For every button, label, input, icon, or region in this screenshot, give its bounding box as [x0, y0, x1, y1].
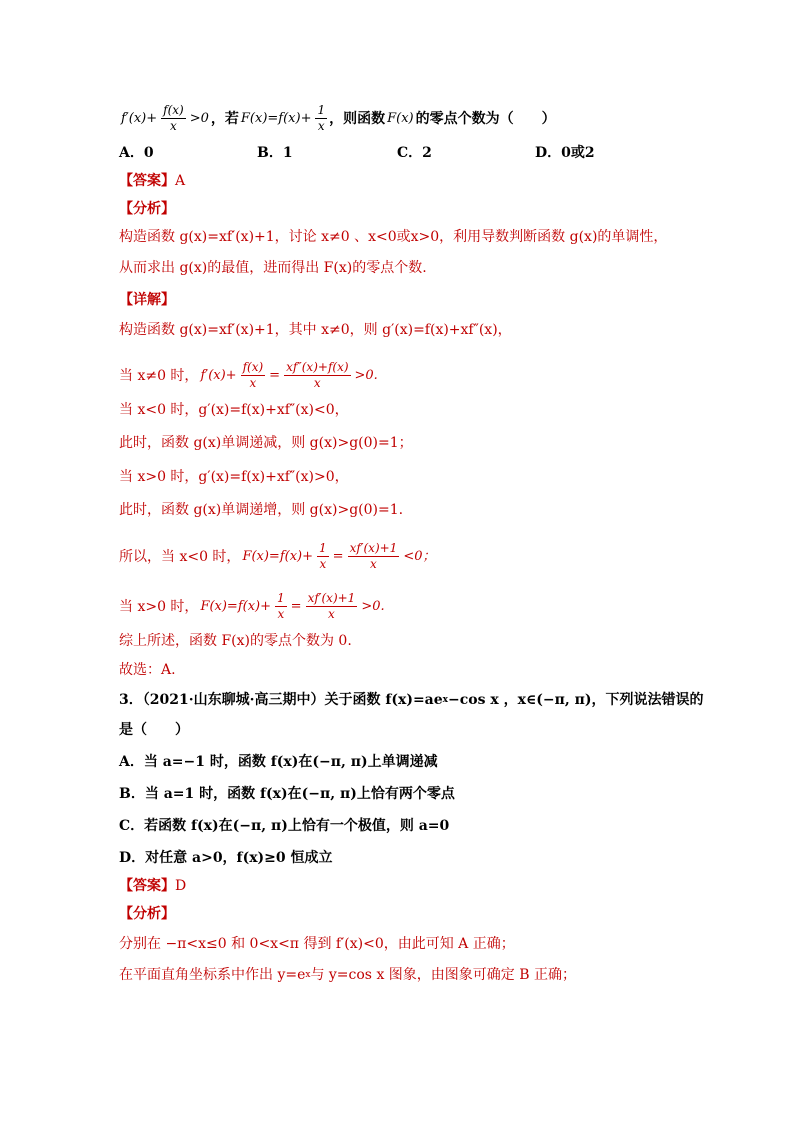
- q2-options: [119, 143, 754, 163]
- q3-option-d[interactable]: D．对任意 a>0，f(x)≥0 恒成立: [119, 850, 333, 866]
- q2-answer: [119, 171, 754, 191]
- analysis-text2: 与 y=cos x 图象，由图象可确定 B 正确；: [310, 967, 576, 983]
- q3-option-b[interactable]: B．当 a=1 时，函数 f(x)在(−π, π)上恰有两个零点: [119, 786, 455, 802]
- q2-detail-line3: 当 x<0 时，g′(x)=f(x)+xf″(x)<0，: [119, 402, 349, 418]
- q3-stem-superscript: x: [442, 695, 449, 705]
- analysis-text: 在平面直角坐标系中作出 y=e: [119, 967, 306, 983]
- detail-fraction2: [284, 360, 350, 391]
- detail-equals: =: [332, 548, 344, 564]
- detail-equals: =: [290, 598, 302, 614]
- detail-post: >0.: [361, 598, 385, 614]
- detail-fraction: [317, 541, 329, 572]
- q2-detail-line1: 构造函数 g(x)=xf′(x)+1，其中 x≠0，则 g′(x)=f(x)+xf″(x)，: [119, 322, 512, 338]
- detail-fraction: [241, 360, 266, 391]
- q2-detail-line8: [119, 591, 754, 622]
- q3-analysis-line1: 分别在 −π<x≤0 和 0<x<π 得到 f′(x)<0，由此可知 A 正确；: [119, 936, 515, 952]
- q3-analysis-line2: [119, 965, 754, 985]
- fraction-denominator: x: [328, 607, 335, 621]
- q2-stem: [119, 103, 754, 134]
- detail-text: 所以，当 x<0 时，: [119, 548, 241, 565]
- answer-tag: 【答案】: [119, 878, 175, 894]
- q2-detail-line5: 当 x>0 时，g′(x)=f(x)+xf″(x)>0，: [119, 469, 349, 485]
- detail-text: 当 x≠0 时，: [119, 367, 199, 384]
- q2-stem-text: ，若: [210, 110, 239, 127]
- q2-analysis-line1: 构造函数 g(x)=xf′(x)+1，讨论 x≠0 、x<0或x>0，利用导数判断函数 g(x)的单调性，: [119, 229, 668, 245]
- q2-stem-text3: 的零点个数为（ ）: [415, 110, 556, 127]
- q2-detail-line4: 此时，函数 g(x)单调递减，则 g(x)>g(0)=1；: [119, 435, 413, 451]
- detail-post: <0；: [403, 548, 436, 564]
- q2-detail-tag: 【详解】: [119, 292, 175, 308]
- q2-stem-math3: F(x): [387, 110, 414, 126]
- q3-stem-line2: 是（ ）: [119, 722, 189, 738]
- q2-detail-line2: [119, 360, 754, 391]
- q3-analysis-tag: 【分析】: [119, 906, 175, 922]
- q2-stem-math2: F(x)=f(x)+: [240, 110, 312, 126]
- fraction-numerator: xf″(x)+f(x): [286, 360, 349, 374]
- q2-detail-line7: [119, 541, 754, 572]
- q3-option-c[interactable]: C．若函数 f(x)在(−π, π)上恰有一个极值，则 a=0: [119, 818, 450, 834]
- detail-post: >0.: [354, 367, 378, 383]
- detail-math: F(x)=f(x)+: [200, 598, 272, 614]
- fraction-denominator: x: [313, 376, 321, 390]
- q2-option-d[interactable]: D．0或2: [535, 145, 595, 161]
- detail-fraction2: [306, 591, 358, 622]
- q2-stem-fraction: [161, 103, 186, 134]
- fraction-denominator: x: [249, 376, 257, 390]
- fraction-denominator: x: [370, 557, 377, 571]
- fraction-denominator: x: [170, 119, 177, 133]
- fraction-numerator: 1: [277, 591, 285, 605]
- q2-option-a[interactable]: A．0: [119, 145, 154, 161]
- detail-fraction2: [348, 541, 400, 572]
- fraction-numerator: xf′(x)+1: [307, 591, 356, 605]
- fraction-numerator: xf′(x)+1: [349, 541, 398, 555]
- fraction-denominator: x: [277, 607, 285, 621]
- q2-stem-fraction2: [315, 103, 327, 134]
- detail-fraction: [275, 591, 287, 622]
- q2-stem-text2: ，则函数: [329, 110, 386, 127]
- q2-detail-line6: 此时，函数 g(x)单调递增，则 g(x)>g(0)=1.: [119, 502, 404, 518]
- q2-analysis-tag: 【分析】: [119, 201, 175, 217]
- q2-detail-line10: 故选：A.: [119, 662, 176, 678]
- q2-stem-math: f′(x)+: [121, 110, 158, 126]
- q3-option-a[interactable]: A．当 a=−1 时，函数 f(x)在(−π, π)上单调递减: [119, 754, 438, 770]
- detail-equals: =: [269, 367, 281, 383]
- q2-option-b[interactable]: B．1: [257, 145, 293, 161]
- q3-stem-text2: −cos x ，x∈(−π, π)，下列说法错误的: [448, 692, 704, 708]
- detail-math: f′(x)+: [200, 367, 237, 383]
- q3-stem-text: 3．（2021·山东聊城·高三期中）关于函数 f(x)=ae: [119, 692, 443, 708]
- analysis-superscript: x: [305, 970, 311, 980]
- fraction-numerator: f(x): [242, 360, 264, 374]
- q2-analysis-line2: 从而求出 g(x)的最值，进而得出 F(x)的零点个数.: [119, 260, 427, 276]
- fraction-denominator: x: [317, 119, 325, 133]
- detail-math: F(x)=f(x)+: [242, 548, 314, 564]
- fraction-denominator: x: [319, 557, 327, 571]
- fraction-numerator: 1: [319, 541, 327, 555]
- detail-text: 当 x>0 时，: [119, 598, 199, 615]
- q2-detail-line9: 综上所述，函数 F(x)的零点个数为 0.: [119, 633, 352, 649]
- answer-value: D: [175, 878, 187, 894]
- q2-option-c[interactable]: C．2: [397, 145, 432, 161]
- fraction-numerator: 1: [317, 103, 326, 117]
- answer-tag: 【答案】: [119, 173, 175, 189]
- q3-stem-line1: [119, 690, 754, 710]
- q3-answer: [119, 876, 754, 896]
- q2-stem-inequality: >0: [189, 110, 209, 126]
- answer-value: A: [175, 173, 186, 189]
- fraction-numerator: f(x): [163, 103, 184, 117]
